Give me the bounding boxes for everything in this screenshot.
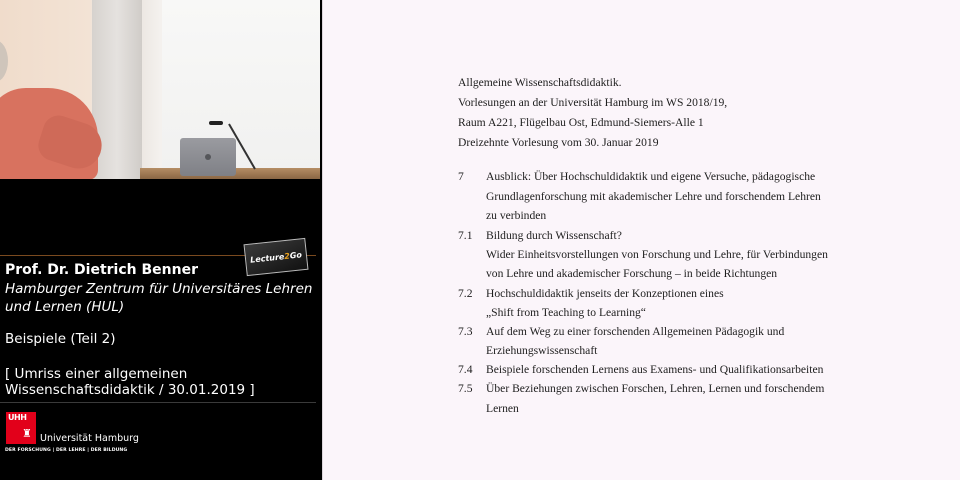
lecture-video[interactable] (0, 0, 320, 179)
laptop-logo-icon (205, 154, 211, 160)
item-number: 7.4 (458, 363, 473, 376)
item-line: Erziehungswissenschaft (486, 344, 598, 357)
uhh-logo (6, 412, 36, 444)
item-line: Bildung durch Wissenschaft? (486, 229, 622, 242)
logo-text-b: 2 (283, 251, 291, 261)
lecture-title: Beispiele (Teil 2) (5, 331, 116, 347)
castle-icon: ♜ (22, 428, 32, 440)
slide (322, 0, 960, 480)
item-line: zu verbinden (486, 209, 547, 222)
item-line: Beispiele forschenden Lernens aus Examens- und Qualifikationsarbeiten (486, 363, 824, 376)
item-line: Hochschuldidaktik jenseits der Konzeptionen eines (486, 287, 724, 300)
item-number: 7.1 (458, 229, 473, 242)
item-line: Grundlagenforschung mit akademischer Lehre und forschendem Lehren (486, 190, 821, 203)
slide-header-line: Vorlesungen an der Universität Hamburg im WS 2018/19, (458, 96, 728, 109)
item-number: 7.3 (458, 325, 473, 338)
item-line: Auf dem Weg zu einer forschenden Allgemeinen Pädagogik und (486, 325, 785, 338)
item-line: Wider Einheitsvorstellungen von Forschung und Lehre, für Verbindungen (486, 248, 828, 261)
university-tagline: DER FORSCHUNG | DER LEHRE | DER BILDUNG (5, 448, 128, 453)
item-line: von Lehre und akademischer Forschung – in beide Richtungen (486, 267, 778, 280)
item-line: Ausblick: Über Hochschuldidaktik und eigene Versuche, pädagogische (486, 170, 816, 183)
presenter-panel (0, 0, 320, 480)
slide-header-line: Dreizehnte Vorlesung vom 30. Januar 2019 (458, 136, 659, 149)
video-laptop (180, 138, 236, 176)
item-line: Über Beziehungen zwischen Forschen, Lehren, Lernen und forschendem (486, 382, 825, 395)
divider-bottom (0, 402, 316, 403)
lecture2go-logo (243, 238, 308, 276)
slide-header-line: Raum A221, Flügelbau Ost, Edmund-Siemers-Alle 1 (458, 116, 704, 129)
logo-text-c: Go (289, 249, 303, 261)
logo-text-a: Lecture (249, 251, 285, 265)
speaker-institution: Hamburger Zentrum für Universitäres Lehren und Lernen (HUL) (5, 281, 313, 315)
item-number: 7.2 (458, 287, 473, 300)
microphone-icon (209, 121, 223, 125)
item-number: 7 (458, 170, 464, 183)
item-number: 7.5 (458, 382, 473, 395)
slide-header-line: Allgemeine Wissenschaftsdidaktik. (458, 76, 622, 89)
video-speaker-head (0, 40, 8, 82)
item-line: Lernen (486, 402, 519, 415)
uhh-logo-text: UHH (8, 413, 27, 422)
item-line: „Shift from Teaching to Learning“ (486, 306, 646, 319)
university-name: Universität Hamburg (40, 433, 139, 444)
speaker-name: Prof. Dr. Dietrich Benner (5, 262, 198, 278)
lecture-topic: [ Umriss einer allgemeinen Wissenschaftsdidaktik / 30.01.2019 ] (5, 366, 255, 398)
